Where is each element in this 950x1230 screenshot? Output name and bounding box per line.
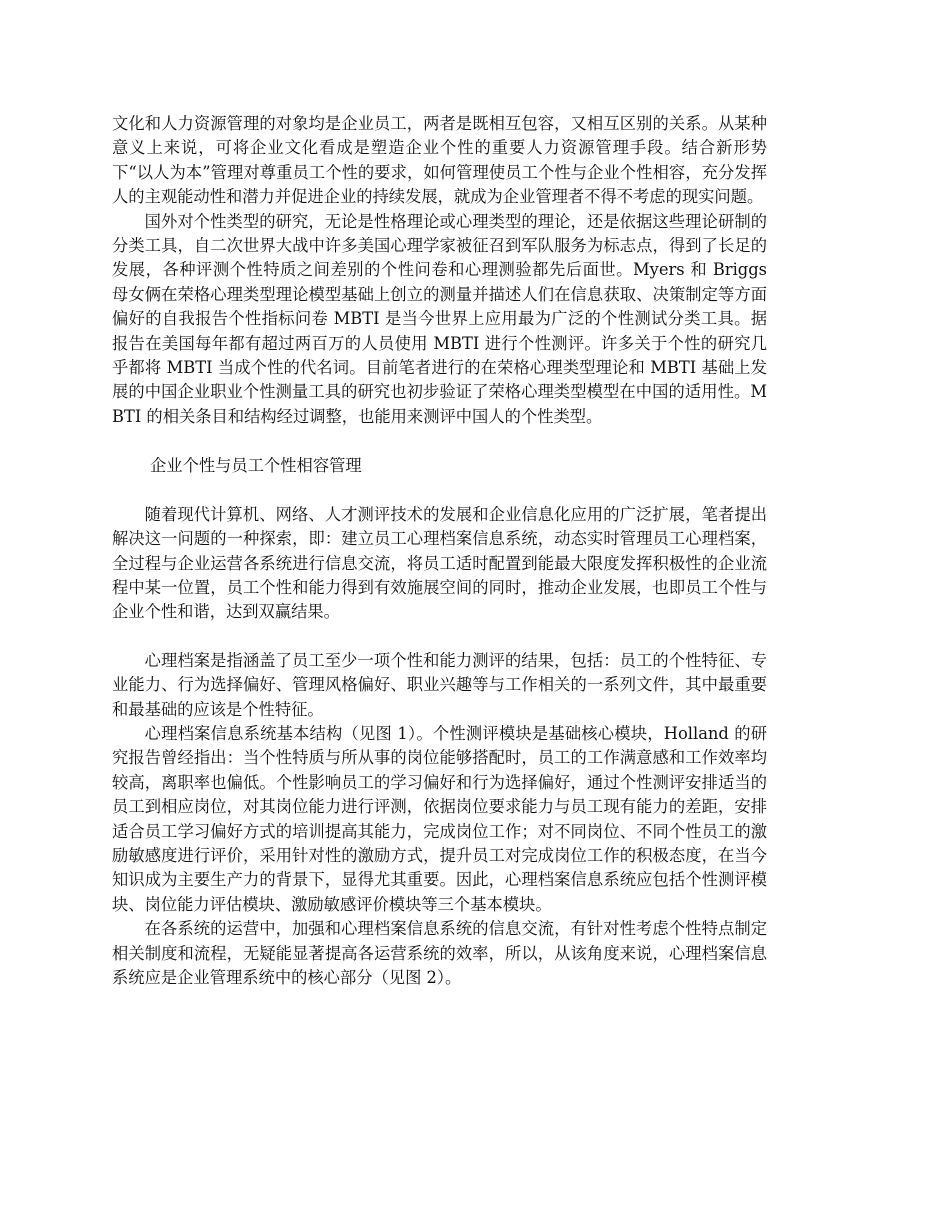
paragraph-system-operation: 在各系统的运营中，加强和心理档案信息系统的信息交流，有针对性考虑个性特点制定相关制度和流程，无疑能显著提高各运营系统的效率，所以，从该角度来说，心理档案信息系统应是企业管理系统中的核心部分（见图 2）。 <box>112 919 767 987</box>
paragraph-intro: 文化和人力资源管理的对象均是企业员工，两者是既相互包容，又相互区别的关系。从某种意义上来说，可将企业文化看成是塑造企业个性的重要人力资源管理手段。结合新形势下“以人为本”管理对尊重员工个性的要求，如何管理使员工个性与企业个性相容，充分发挥人的主观能动性和潜力并促进企业的持续发展，就成为企业管理者不得不考虑的现实问题。 <box>112 114 767 207</box>
document-page <box>112 112 767 990</box>
paragraph-system-structure: 心理档案信息系统基本结构（见图 1）。个性测评模块是基础核心模块，Holland 的研究报告曾经指出：当个性特质与所从事的岗位能够搭配时，员工的工作满意感和工作效率均较高，离职率也偏低。个性影响员工的学习偏好和行为选择偏好，通过个性测评安排适当的员工到相应岗位，对其岗位能力进行评测，依据岗位要求能力与员工现有能力的差距，安排适合员工学习偏好方式的培训提高其能力，完成岗位工作；对不同岗位、不同个性员工的激励敏感度进行评价，采用针对性的激励方式，提升员工对完成岗位工作的积极态度，在当今知识成为主要生产力的背景下，显得尤其重要。因此，心理档案信息系统应包括个性测评模块、岗位能力评估模块、激励敏感评价模块等三个基本模块。 <box>112 723 767 914</box>
paragraph-exploration: 随着现代计算机、网络、人才测评技术的发展和企业信息化应用的广泛扩展，笔者提出解决这一问题的一种探索，即：建立员工心理档案信息系统，动态实时管理员工心理档案，全过程与企业运营各系统进行信息交流，将员工适时配置到能最大限度发挥积极性的企业流程中某一位置，员工个性和能力得到有效施展空间的同时，推动企业发展，也即员工个性与企业个性和谐，达到双赢结果。 <box>112 504 767 622</box>
paragraph-psych-archive-definition: 心理档案是指涵盖了员工至少一项个性和能力测评的结果，包括：员工的个性特征、专业能力、行为选择偏好、管理风格偏好、职业兴趣等与工作相关的一系列文件，其中最重要和最基础的应该是个性特征。 <box>112 650 767 719</box>
section-heading: 企业个性与员工个性相容管理 <box>150 456 362 476</box>
paragraph-personality-research: 国外对个性类型的研究，无论是性格理论或心理类型的理论，还是依据这些理论研制的分类工具，自二次世界大战中许多美国心理学家被征召到军队服务为标志点，得到了长足的发展，各种评测个性特质之间差别的个性问卷和心理测验都先后面世。Myers 和 Briggs 母女俩在荣格心理类型理论模型基础上创立的测量并描述人们在信息获取、决策制定等方面偏好的自我报告个性指标问卷 MBTI 是当今世界上应用最为广泛的个性测试分类工具。据报告在美国每年都有超过两百万的人员使用 MBTI 进行个性测评。许多关于个性的研究几乎都将 MBTI 当成个性的代名词。目前笔者进行的在荣格心理类型理论和 MBTI 基础上发展的中国企业职业个性测量工具的研究也初步验证了荣格心理类型模型在中国的适用性。MBTI 的相关条目和结构经过调整，也能用来测评中国人的个性类型。 <box>112 211 767 426</box>
